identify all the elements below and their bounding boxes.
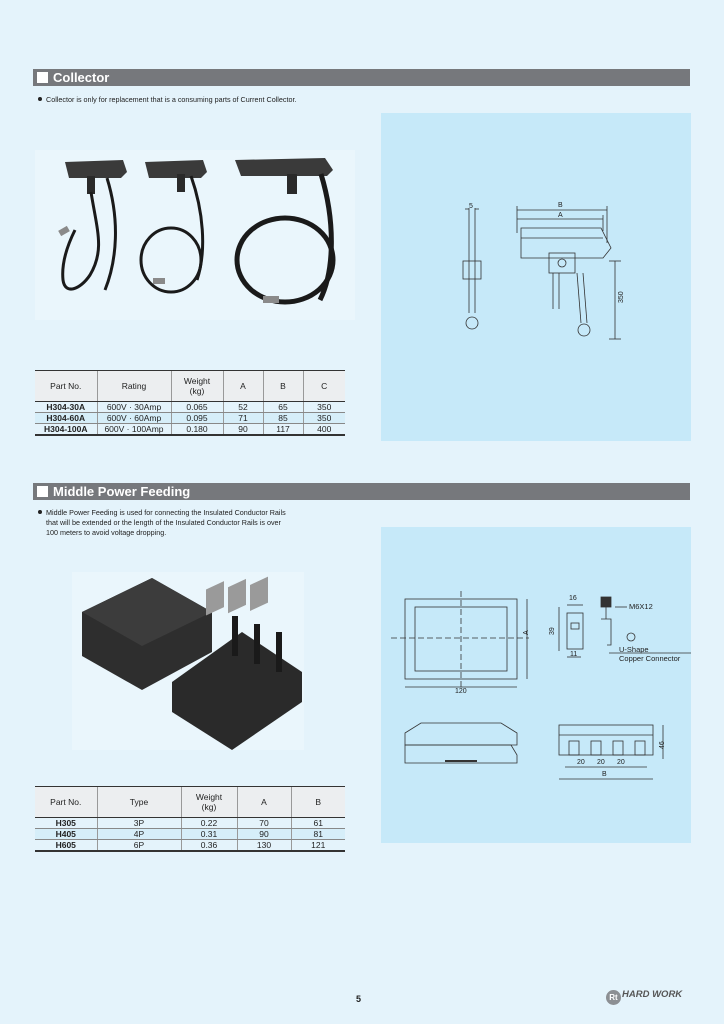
cell: 0.095 — [171, 413, 223, 424]
cell: 350 — [303, 413, 345, 424]
cell: 65 — [263, 402, 303, 413]
cell: 90 — [237, 829, 291, 840]
cell: 0.065 — [171, 402, 223, 413]
dim-350-label: 350 — [618, 291, 625, 303]
rt-logo-icon: Rt — [606, 990, 621, 1005]
table-row — [35, 402, 345, 413]
cell: H405 — [35, 829, 97, 840]
dim-120-label: 120 — [455, 688, 467, 695]
section-square-icon — [37, 72, 48, 83]
dim-16-label: 16 — [569, 595, 577, 602]
feeding-title: Middle Power Feeding — [53, 484, 191, 499]
feeding-photo — [72, 572, 304, 750]
collector-photo — [35, 150, 355, 320]
collector-section-header — [33, 69, 690, 86]
cell: H605 — [35, 840, 97, 852]
table-header-row — [35, 787, 345, 818]
cell: 0.22 — [181, 818, 237, 829]
cell: 61 — [291, 818, 345, 829]
cell: 52 — [223, 402, 263, 413]
table-header-row — [35, 371, 345, 402]
cell: H304-30A — [35, 402, 97, 413]
screw-label: M6X12 — [629, 602, 653, 611]
brand-logo — [606, 989, 682, 1005]
feeding-dimension-diagram — [381, 527, 691, 843]
cell: 121 — [291, 840, 345, 852]
brand-text: HARD WORK — [622, 989, 683, 1000]
dim-11-label: 11 — [570, 651, 578, 658]
connector-label-2: Copper Connector — [619, 654, 681, 663]
collector-photo-illustration — [35, 150, 355, 320]
cell: 600V · 60Amp — [97, 413, 171, 424]
feeding-drawing — [381, 527, 691, 843]
cell: 6P — [97, 840, 181, 852]
cell: 71 — [223, 413, 263, 424]
collector-description: Collector is only for replacement that is a consuming parts of Current Collector. — [38, 95, 296, 105]
dim-46-label: 46 — [659, 741, 666, 749]
header-rating: Rating — [97, 371, 171, 402]
dim-5-label: 5 — [469, 203, 473, 210]
dim-b-label: B — [602, 771, 607, 778]
cell: 0.36 — [181, 840, 237, 852]
header-b: B — [291, 787, 345, 818]
header-weight: Weight (kg) — [181, 787, 237, 818]
dim-20-label: 20 — [597, 759, 605, 766]
dim-39-label: 39 — [549, 627, 556, 635]
cell: 81 — [291, 829, 345, 840]
header-type: Type — [97, 787, 181, 818]
section-square-icon — [37, 486, 48, 497]
table-row — [35, 424, 345, 436]
dim-b-label: B — [558, 202, 563, 209]
cell: 117 — [263, 424, 303, 436]
dim-20-label: 20 — [577, 759, 585, 766]
cell: 90 — [223, 424, 263, 436]
header-weight: Weight (kg) — [171, 371, 223, 402]
table-row — [35, 829, 345, 840]
dim-20-label: 20 — [617, 759, 625, 766]
feeding-description: Middle Power Feeding is used for connecting the Insulated Conductor Rails that will be extended or the length of the Insulated Conductor Rails is over 100 meters to avoid voltage dropping. — [38, 508, 286, 538]
bullet-icon — [38, 510, 42, 514]
table-row — [35, 840, 345, 852]
cell: 3P — [97, 818, 181, 829]
cell: H304-60A — [35, 413, 97, 424]
cell: 4P — [97, 829, 181, 840]
collector-dimension-diagram — [381, 113, 691, 441]
feeding-section-header — [33, 483, 690, 500]
header-part-no: Part No. — [35, 371, 97, 402]
cell: H305 — [35, 818, 97, 829]
header-c: C — [303, 371, 345, 402]
header-part-no: Part No. — [35, 787, 97, 818]
cell: 0.180 — [171, 424, 223, 436]
cell: H304-100A — [35, 424, 97, 436]
header-b: B — [263, 371, 303, 402]
table-row — [35, 413, 345, 424]
cell: 85 — [263, 413, 303, 424]
connector-label-1: U-Shape — [619, 645, 649, 654]
dim-a-label: A — [558, 212, 563, 219]
cell: 350 — [303, 402, 345, 413]
cell: 130 — [237, 840, 291, 852]
collector-spec-table — [35, 370, 345, 436]
collector-drawing — [381, 113, 691, 441]
feeding-spec-table — [35, 786, 345, 852]
cell: 600V · 30Amp — [97, 402, 171, 413]
bullet-icon — [38, 97, 42, 101]
dim-a-label: A — [523, 630, 530, 635]
page-number: 5 — [356, 994, 362, 1004]
feeding-photo-illustration — [72, 572, 304, 750]
table-row — [35, 818, 345, 829]
header-a: A — [223, 371, 263, 402]
cell: 70 — [237, 818, 291, 829]
header-a: A — [237, 787, 291, 818]
cell: 600V · 100Amp — [97, 424, 171, 436]
cell: 0.31 — [181, 829, 237, 840]
collector-title: Collector — [53, 70, 110, 85]
cell: 400 — [303, 424, 345, 436]
